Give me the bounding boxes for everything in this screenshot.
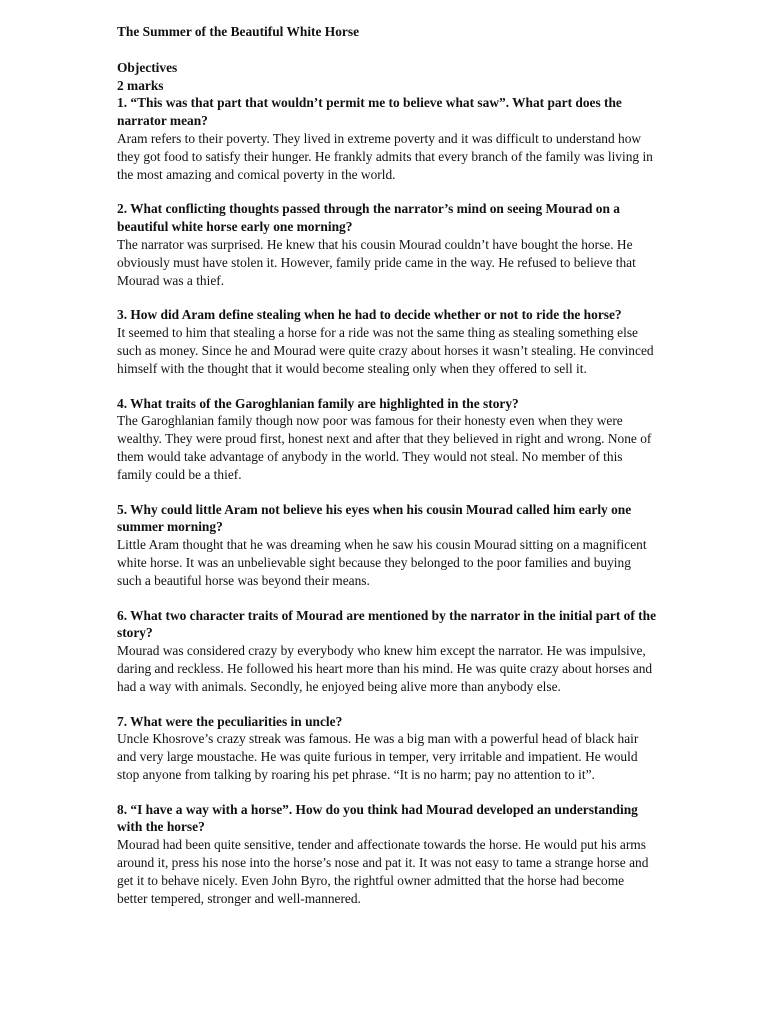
answer-7: Uncle Khosrove’s crazy streak was famous. He was a big man with a powerful head of black hair and very large moustache. He was quite furious in temper, very irritable and impatient. He would stop anyone from talking by roaring his pet phrase. “It is no harm; pay no attention to it”. xyxy=(117,731,639,782)
answer-4: The Garoghlanian family though now poor was famous for their honesty even when they were wealthy. They were proud first, honest next and after that they believed in right and wrong. None of them would take advantage of anybody in the world. They would not steal. No member of this family could be a thief. xyxy=(117,413,652,482)
answer-1: Aram refers to their poverty. They lived in extreme poverty and it was difficult to understand how they got food to satisfy their hunger. He frankly admits that every branch of the family was living in the most amazing and comical poverty in the world. xyxy=(117,130,653,182)
question-2: 2. What conflicting thoughts passed through the narrator’s mind on seeing Mourad on a beautiful white horse early one morning? xyxy=(117,201,620,235)
question-3: 3. How did Aram define stealing when he had to decide whether or not to ride the horse? xyxy=(117,307,622,323)
marks-label: 2 marks xyxy=(117,77,164,93)
document-title: The Summer of the Beautiful White Horse xyxy=(117,24,360,39)
answer-3: It seemed to him that stealing a horse for a ride was not the same thing as stealing something else such as money. Since he and Mourad were quite crazy about horses it wasn’t stealing. He convinced himself with the thought that it would become stealing only when they offered to sell it. xyxy=(117,325,654,376)
question-1: 1. “This was that part that wouldn’t permit me to believe what saw”. What part does the narrator mean? xyxy=(117,95,622,129)
qa-item-1 xyxy=(117,94,657,183)
document-page xyxy=(117,23,657,924)
qa-item-7 xyxy=(117,713,657,784)
question-7: 7. What were the peculiarities in uncle? xyxy=(117,713,343,729)
question-5: 5. Why could little Aram not believe his eyes when his cousin Mourad called him early one summer morning? xyxy=(117,501,632,535)
answer-6: Mourad was considered crazy by everybody who knew him except the narrator. He was impulsive, daring and reckless. He followed his heart more than his mind. He was quite crazy about horses and had a way with animals. Secondly, he enjoyed being alive more than anybody else. xyxy=(117,643,653,694)
section-heading: Objectives xyxy=(117,59,178,75)
answer-2: The narrator was surprised. He knew that his cousin Mourad couldn’t have bought the horse. He obviously must have stolen it. However, family pride came in the way. He refused to believe that Mourad was a thief. xyxy=(117,236,636,288)
qa-item-8 xyxy=(117,801,657,908)
question-4: 4. What traits of the Garoghlanian family are highlighted in the story? xyxy=(117,395,519,411)
qa-item-5 xyxy=(117,501,657,590)
question-8: 8. “I have a way with a horse”. How do you think had Mourad developed an understanding with the horse? xyxy=(117,801,638,835)
answer-5: Little Aram thought that he was dreaming when he saw his cousin Mourad sitting on a magnificent white horse. It was an unbelievable sight because they belonged to the poor families and buying such a beautiful horse was beyond their means. xyxy=(117,537,647,588)
qa-item-3 xyxy=(117,306,657,377)
qa-item-6 xyxy=(117,607,657,696)
answer-8: Mourad had been quite sensitive, tender and affectionate towards the horse. He would put his arms around it, press his nose into the horse’s nose and pat it. It was not easy to tame a strange horse and get it to behave nicely. Even John Byro, the rightful owner admitted that the horse had become better tempered, stronger and well-mannered. xyxy=(117,837,649,906)
question-6: 6. What two character traits of Mourad are mentioned by the narrator in the initial part of the story? xyxy=(117,607,657,641)
qa-item-4 xyxy=(117,395,657,484)
qa-item-2 xyxy=(117,200,657,289)
